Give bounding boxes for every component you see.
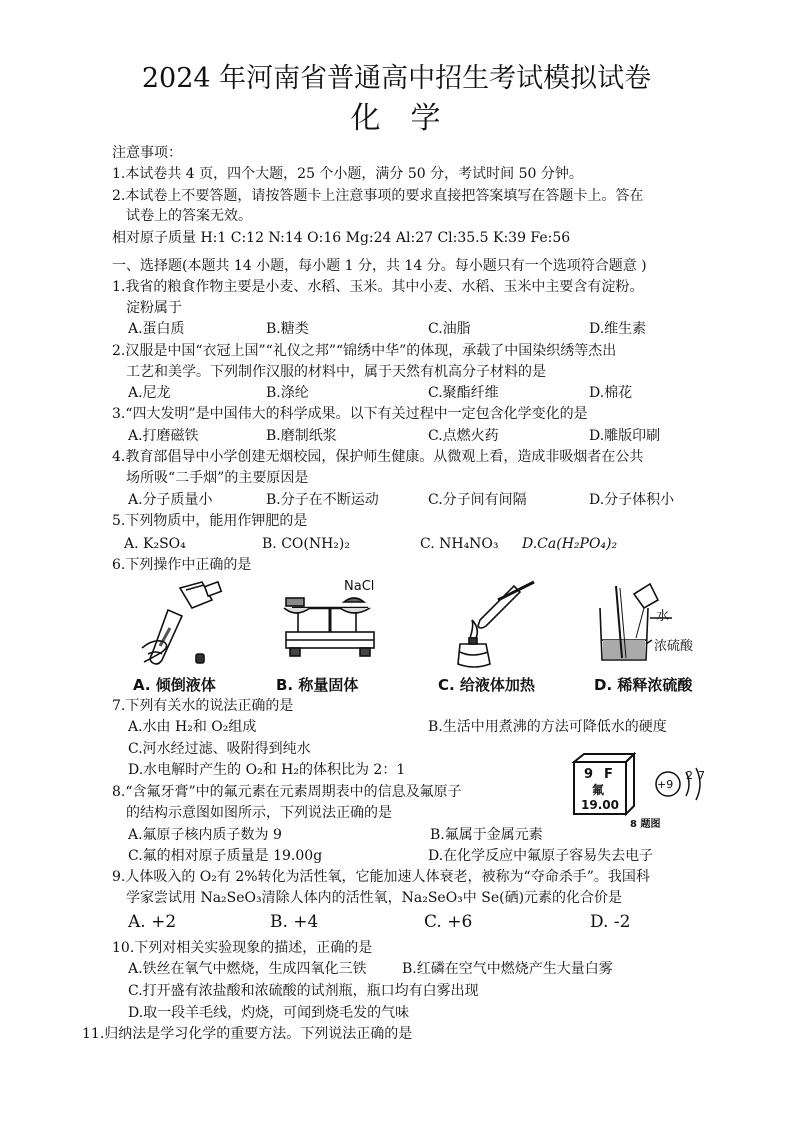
q2-stem-line-1: 2.汉服是中国“衣冠上国”“礼仪之邦”“锦绣中华”的体现，承载了中国染织绣等杰出 [112, 343, 617, 359]
q8-option-a: A.氟原子核内质子数为 9 [128, 827, 282, 843]
q2-option-b: B.涤纶 [266, 385, 309, 401]
q5-option-b: B. CO(NH₂)₂ [262, 536, 350, 552]
q7-option-c: C.河水经过滤、吸附得到纯水 [128, 741, 311, 757]
q1-option-c: C.油脂 [428, 321, 471, 337]
q6-caption-d: D. 稀释浓硫酸 [594, 676, 693, 694]
q1-option-a: A.蛋白质 [128, 321, 185, 337]
notes-item-2-cont: 试卷上的答案无效。 [126, 208, 252, 224]
q3-option-d: D.雕版印刷 [589, 428, 661, 444]
q8-option-b: B.氟属于金属元素 [430, 827, 543, 843]
q6-caption-a: A. 倾倒液体 [133, 676, 216, 694]
element-name: 氟 [592, 783, 605, 797]
q4-option-a: A.分子质量小 [128, 492, 213, 508]
shell-2-electrons: 7 [698, 769, 705, 782]
q7-option-b: B.生活中用煮沸的方法可降低水的硬度 [428, 719, 667, 735]
q4-option-c: C.分子间有间隔 [428, 492, 527, 508]
q8-figure-caption: 8 题图 [630, 819, 661, 830]
figure-balance [280, 576, 380, 670]
q3-option-a: A.打磨磁铁 [128, 428, 199, 444]
shell-1-electrons: 2 [686, 769, 693, 782]
q2-option-a: A.尼龙 [128, 385, 171, 401]
nacl-label: NaCl [344, 579, 375, 594]
q6-caption-c: C. 给液体加热 [438, 676, 535, 694]
q6-stem: 6.下列操作中正确的是 [112, 557, 252, 573]
q4-stem-line-1: 4.教育部倡导中小学创建无烟校园，保护师生健康。从微观上看，造成非吸烟者在公共 [112, 449, 644, 465]
q8-stem-line-2: 的结构示意图如图所示，下列说法正确的是 [126, 805, 392, 821]
element-number: 9 [584, 767, 594, 782]
q9-option-a: A. +2 [128, 912, 177, 932]
q2-option-c: C.聚酯纤维 [428, 385, 499, 401]
q4-option-b: B.分子在不断运动 [266, 492, 379, 508]
q5-stem: 5.下列物质中，能用作钾肥的是 [112, 513, 308, 529]
q4-option-d: D.分子体积小 [589, 492, 675, 508]
subject-char-1: 化 [350, 101, 383, 136]
q9-option-b: B. +4 [270, 912, 319, 932]
q11-stem: 11.归纳法是学习化学的重要方法。下列说法正确的是 [82, 1026, 413, 1042]
figure-dilute-acid [590, 578, 700, 670]
q5-option-c: C. NH₄NO₃ [420, 536, 499, 552]
exam-title: 2024 年河南省普通高中招生考试模拟试卷 [141, 63, 652, 94]
q1-option-b: B.糖类 [266, 321, 309, 337]
section-1-heading: 一、选择题(本题共 14 小题，每小题 1 分，共 14 分。每小题只有一个选项符合题意 ) [112, 258, 647, 274]
atomic-mass-line: 相对原子质量 H:1 C:12 N:14 O:16 Mg:24 Al:27 Cl:35.5 K:39 Fe:56 [112, 230, 571, 246]
figure-heat-liquid [450, 580, 540, 670]
q1-stem-line-1: 1.我省的粮食作物主要是小麦、水稻、玉米。其中小麦、水稻、玉米中主要含有淀粉。 [112, 279, 644, 295]
q10-option-a: A.铁丝在氧气中燃烧，生成四氧化三铁 [128, 961, 367, 977]
notes-heading: 注意事项： [112, 145, 182, 161]
q5-option-d: D.Ca(H₂PO₄)₂ [522, 536, 618, 552]
q7-stem: 7.下列有关水的说法正确的是 [112, 698, 294, 714]
water-label: 水 [656, 609, 670, 624]
q10-option-c: C.打开盛有浓盐酸和浓硫酸的试剂瓶，瓶口均有白雾出现 [128, 983, 479, 999]
notes-item-1: 1.本试卷共 4 页，四个大题，25 个小题，满分 50 分，考试时间 50 分钟。 [112, 166, 583, 182]
element-symbol: F [604, 767, 613, 782]
q10-option-d: D.取一段羊毛线，灼烧，可闻到烧毛发的气味 [128, 1005, 410, 1021]
q10-option-b: B.红磷在空气中燃烧产生大量白雾 [402, 961, 613, 977]
nucleus-charge: +9 [657, 778, 674, 791]
q1-option-d: D.维生素 [589, 321, 647, 337]
figure-pour-liquid [140, 578, 250, 670]
q9-stem-line-2: 学家尝试用 Na₂SeO₃清除人体内的活性氧，Na₂SeO₃中 Se(硒)元素的化合价是 [126, 890, 623, 906]
q1-stem-line-2: 淀粉属于 [126, 300, 182, 316]
q3-option-c: C.点燃火药 [428, 428, 499, 444]
subject-title [0, 101, 793, 137]
q4-stem-line-2: 场所吸“二手烟”的主要原因是 [126, 470, 309, 486]
q10-stem: 10.下列对相关实验现象的描述，正确的是 [112, 940, 373, 956]
subject-char-2: 学 [410, 101, 443, 136]
q7-option-a: A.水由 H₂和 O₂组成 [128, 719, 257, 735]
q8-stem-line-1: 8.“含氟牙膏”中的氟元素在元素周期表中的信息及氟原子 [112, 784, 462, 800]
q5-option-a: A. K₂SO₄ [124, 536, 186, 552]
q8-option-d: D.在化学反应中氟原子容易失去电子 [428, 848, 654, 864]
q9-option-d: D. -2 [590, 912, 631, 932]
element-cell-fluorine [570, 752, 638, 818]
notes-item-2: 2.本试卷上不要答题，请按答题卡上注意事项的要求直接把答案填写在答题卡上。答在 [112, 188, 644, 204]
q3-option-b: B.磨制纸浆 [266, 428, 337, 444]
q3-stem: 3.“四大发明”是中国伟大的科学成果。以下有关过程中一定包含化学变化的是 [112, 406, 588, 422]
q8-option-c: C.氟的相对原子质量是 19.00g [128, 848, 323, 864]
q2-option-d: D.棉花 [589, 385, 633, 401]
q7-option-d: D.水电解时产生的 O₂和 H₂的体积比为 2：1 [128, 762, 406, 778]
element-mass: 19.00 [581, 798, 619, 812]
fluorine-atom-diagram [652, 764, 716, 804]
q9-option-c: C. +6 [424, 912, 473, 932]
q6-caption-b: B. 称量固体 [276, 676, 359, 694]
q2-stem-line-2: 工艺和美学。下列制作汉服的材料中，属于天然有机高分子材料的是 [126, 364, 546, 380]
q9-stem-line-1: 9.人体吸入的 O₂有 2%转化为活性氧，它能加速人体衰老，被称为“夺命杀手”。我国科 [112, 869, 650, 885]
acid-label: 浓硫酸 [654, 639, 694, 654]
